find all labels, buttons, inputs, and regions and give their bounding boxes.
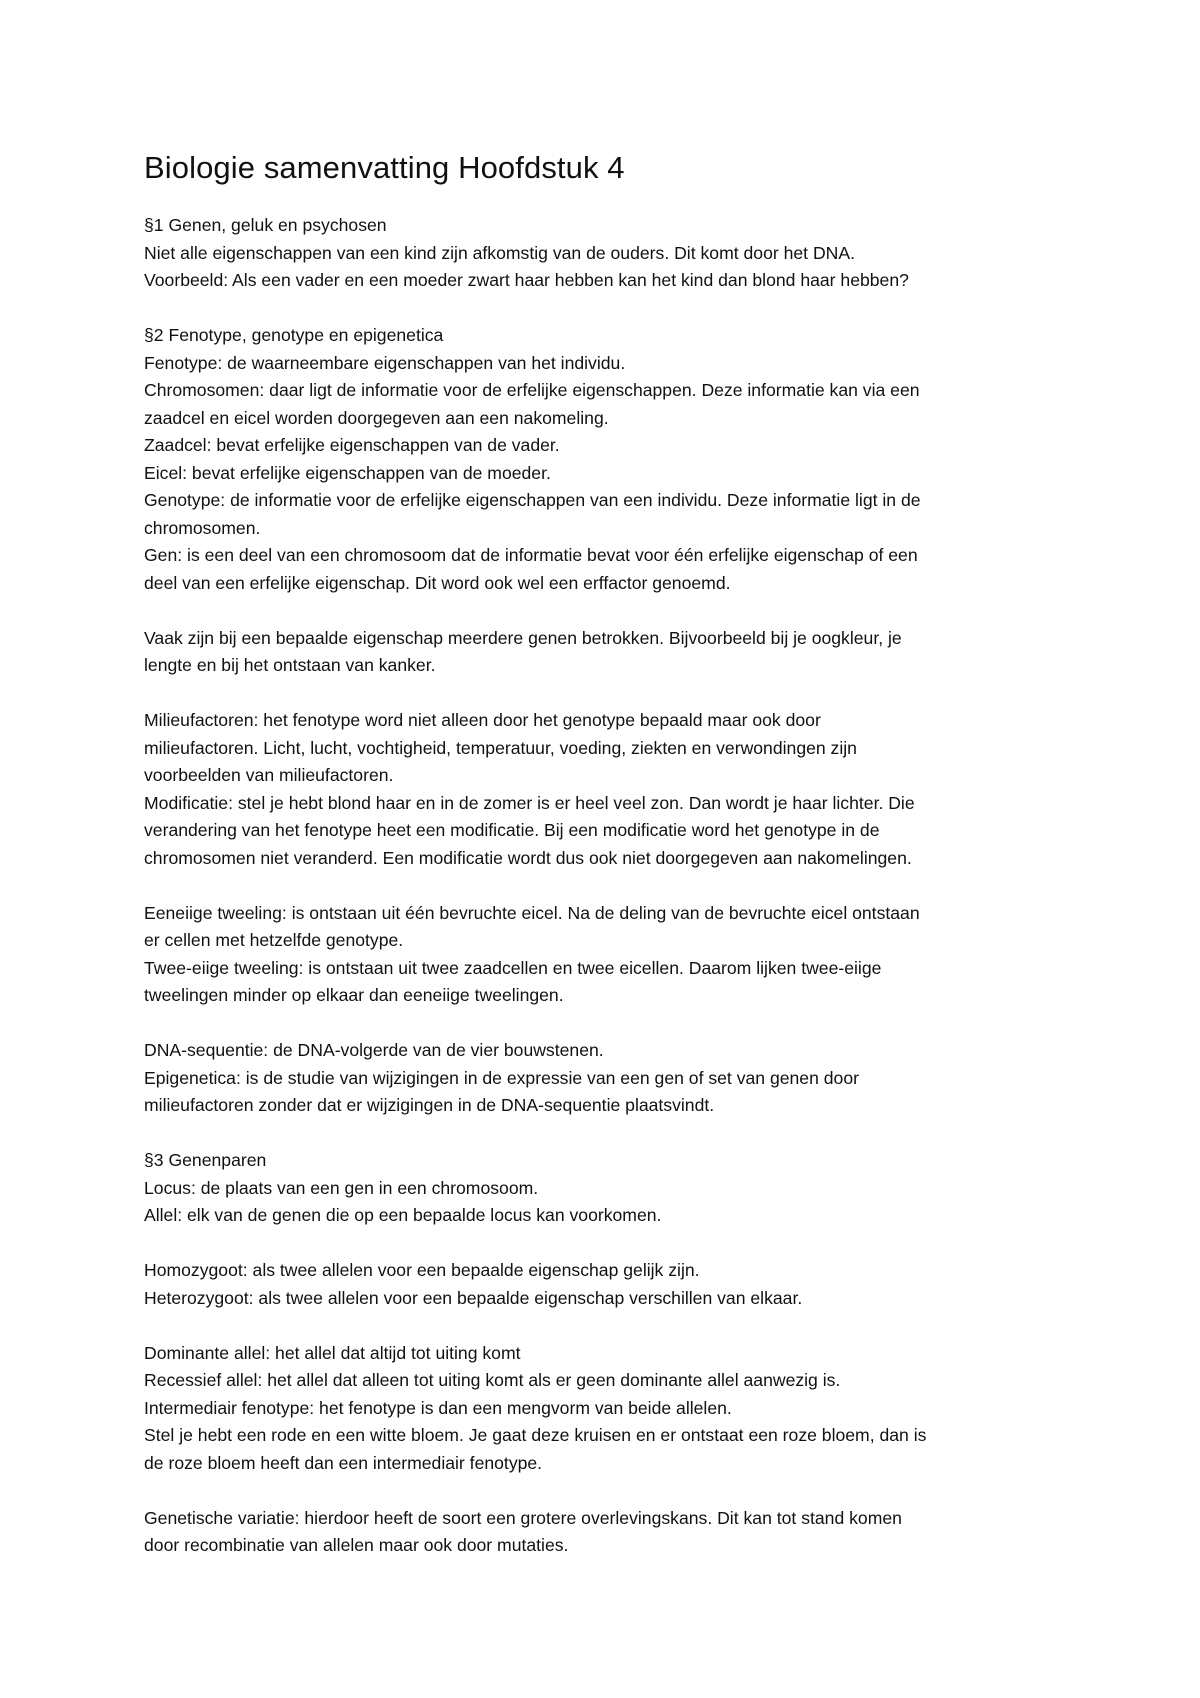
text-line: Dominante allel: het allel dat altijd tot uiting komt — [144, 1342, 521, 1363]
paragraph-block — [144, 1257, 1084, 1312]
text-line: milieufactoren. Licht, lucht, vochtigheid, temperatuur, voeding, ziekten en verwondingen zijn — [144, 737, 857, 758]
text-line: Eicel: bevat erfelijke eigenschappen van de moeder. — [144, 462, 551, 483]
text-line: Vaak zijn bij een bepaalde eigenschap meerdere genen betrokken. Bijvoorbeeld bij je oogkleur, je — [144, 627, 902, 648]
text-line: voorbeelden van milieufactoren. — [144, 765, 394, 785]
text-line: Homozygoot: als twee allelen voor een bepaalde eigenschap gelijk zijn. — [144, 1260, 700, 1280]
text-line: Fenotype: de waarneembare eigenschappen van het individu. — [144, 352, 626, 373]
text-line: §1 Genen, geluk en psychosen — [144, 215, 387, 235]
document-title: Biologie samenvatting Hoofdstuk 4 — [144, 150, 625, 185]
text-line: §3 Genenparen — [144, 1150, 267, 1170]
paragraph-block — [144, 1340, 1084, 1478]
paragraph-block — [144, 900, 1084, 1010]
text-line: Locus: de plaats van een gen in een chromosoom. — [144, 1177, 539, 1198]
text-line: zaadcel en eicel worden doorgegeven aan een nakomeling. — [144, 407, 609, 428]
text-line: Gen: is een deel van een chromosoom dat de informatie bevat voor één erfelijke eigenschap of een — [144, 545, 918, 565]
text-line: er cellen met hetzelfde genotype. — [144, 930, 404, 950]
paragraph-block — [144, 322, 1084, 597]
paragraph-block — [144, 1037, 1084, 1120]
text-line: Modificatie: stel je hebt blond haar en in de zomer is er heel veel zon. Dan wordt je haar lichter. Die — [144, 792, 915, 813]
text-line: Chromosomen: daar ligt de informatie voor de erfelijke eigenschappen. Deze informatie kan via een — [144, 380, 920, 400]
text-line: chromosomen. — [144, 517, 261, 538]
text-line: lengte en bij het ontstaan van kanker. — [144, 655, 436, 675]
text-line: Epigenetica: is de studie van wijzigingen in de expressie van een gen of set van genen door — [144, 1067, 859, 1088]
text-line: Zaadcel: bevat erfelijke eigenschappen van de vader. — [144, 435, 560, 455]
paragraph-block — [144, 707, 1084, 872]
text-line: deel van een erfelijke eigenschap. Dit word ook wel een erffactor genoemd. — [144, 572, 731, 593]
document-body — [144, 212, 1084, 1560]
text-line: Milieufactoren: het fenotype word niet alleen door het genotype bepaald maar ook door — [144, 710, 821, 730]
text-line: Niet alle eigenschappen van een kind zijn afkomstig van de ouders. Dit komt door het DNA. — [144, 242, 855, 263]
text-line: de roze bloem heeft dan een intermediair fenotype. — [144, 1452, 543, 1473]
text-line: tweelingen minder op elkaar dan eeneiige tweelingen. — [144, 985, 564, 1005]
text-line: Genetische variatie: hierdoor heeft de soort een grotere overlevingskans. Dit kan tot stand komen — [144, 1507, 902, 1528]
paragraph-block — [144, 625, 1084, 680]
document-page — [144, 146, 1084, 1587]
text-line: chromosomen niet veranderd. Een modificatie wordt dus ook niet doorgegeven aan nakomelingen. — [144, 847, 912, 868]
text-line: milieufactoren zonder dat er wijzigingen in de DNA-sequentie plaatsvindt. — [144, 1095, 715, 1115]
text-line: Genotype: de informatie voor de erfelijke eigenschappen van een individu. Deze informatie ligt in de — [144, 490, 921, 510]
paragraph-block — [144, 1147, 1084, 1230]
text-line: Eeneiige tweeling: is ontstaan uit één bevruchte eicel. Na de deling van de bevruchte eicel ontstaan — [144, 902, 920, 923]
text-line: verandering van het fenotype heet een modificatie. Bij een modificatie word het genotype in de — [144, 820, 880, 840]
text-line: door recombinatie van allelen maar ook door mutaties. — [144, 1535, 569, 1555]
text-line: Voorbeeld: Als een vader en een moeder zwart haar hebben kan het kind dan blond haar hebben? — [144, 270, 909, 290]
text-line: DNA-sequentie: de DNA-volgerde van de vier bouwstenen. — [144, 1040, 604, 1060]
text-line: Intermediair fenotype: het fenotype is dan een mengvorm van beide allelen. — [144, 1397, 732, 1418]
text-line: Stel je hebt een rode en een witte bloem. Je gaat deze kruisen en er ontstaat een roze bloem, dan is — [144, 1425, 927, 1445]
text-line: Twee-eiige tweeling: is ontstaan uit twee zaadcellen en twee eicellen. Daarom lijken twee-eiige — [144, 957, 882, 978]
text-line: Recessief allel: het allel dat alleen tot uiting komt als er geen dominante allel aanwezig is. — [144, 1370, 841, 1390]
text-line: Allel: elk van de genen die op een bepaalde locus kan voorkomen. — [144, 1205, 662, 1225]
paragraph-block — [144, 1505, 1084, 1560]
paragraph-block — [144, 212, 1084, 295]
text-line: Heterozygoot: als twee allelen voor een bepaalde eigenschap verschillen van elkaar. — [144, 1287, 803, 1308]
text-line: §2 Fenotype, genotype en epigenetica — [144, 325, 444, 345]
